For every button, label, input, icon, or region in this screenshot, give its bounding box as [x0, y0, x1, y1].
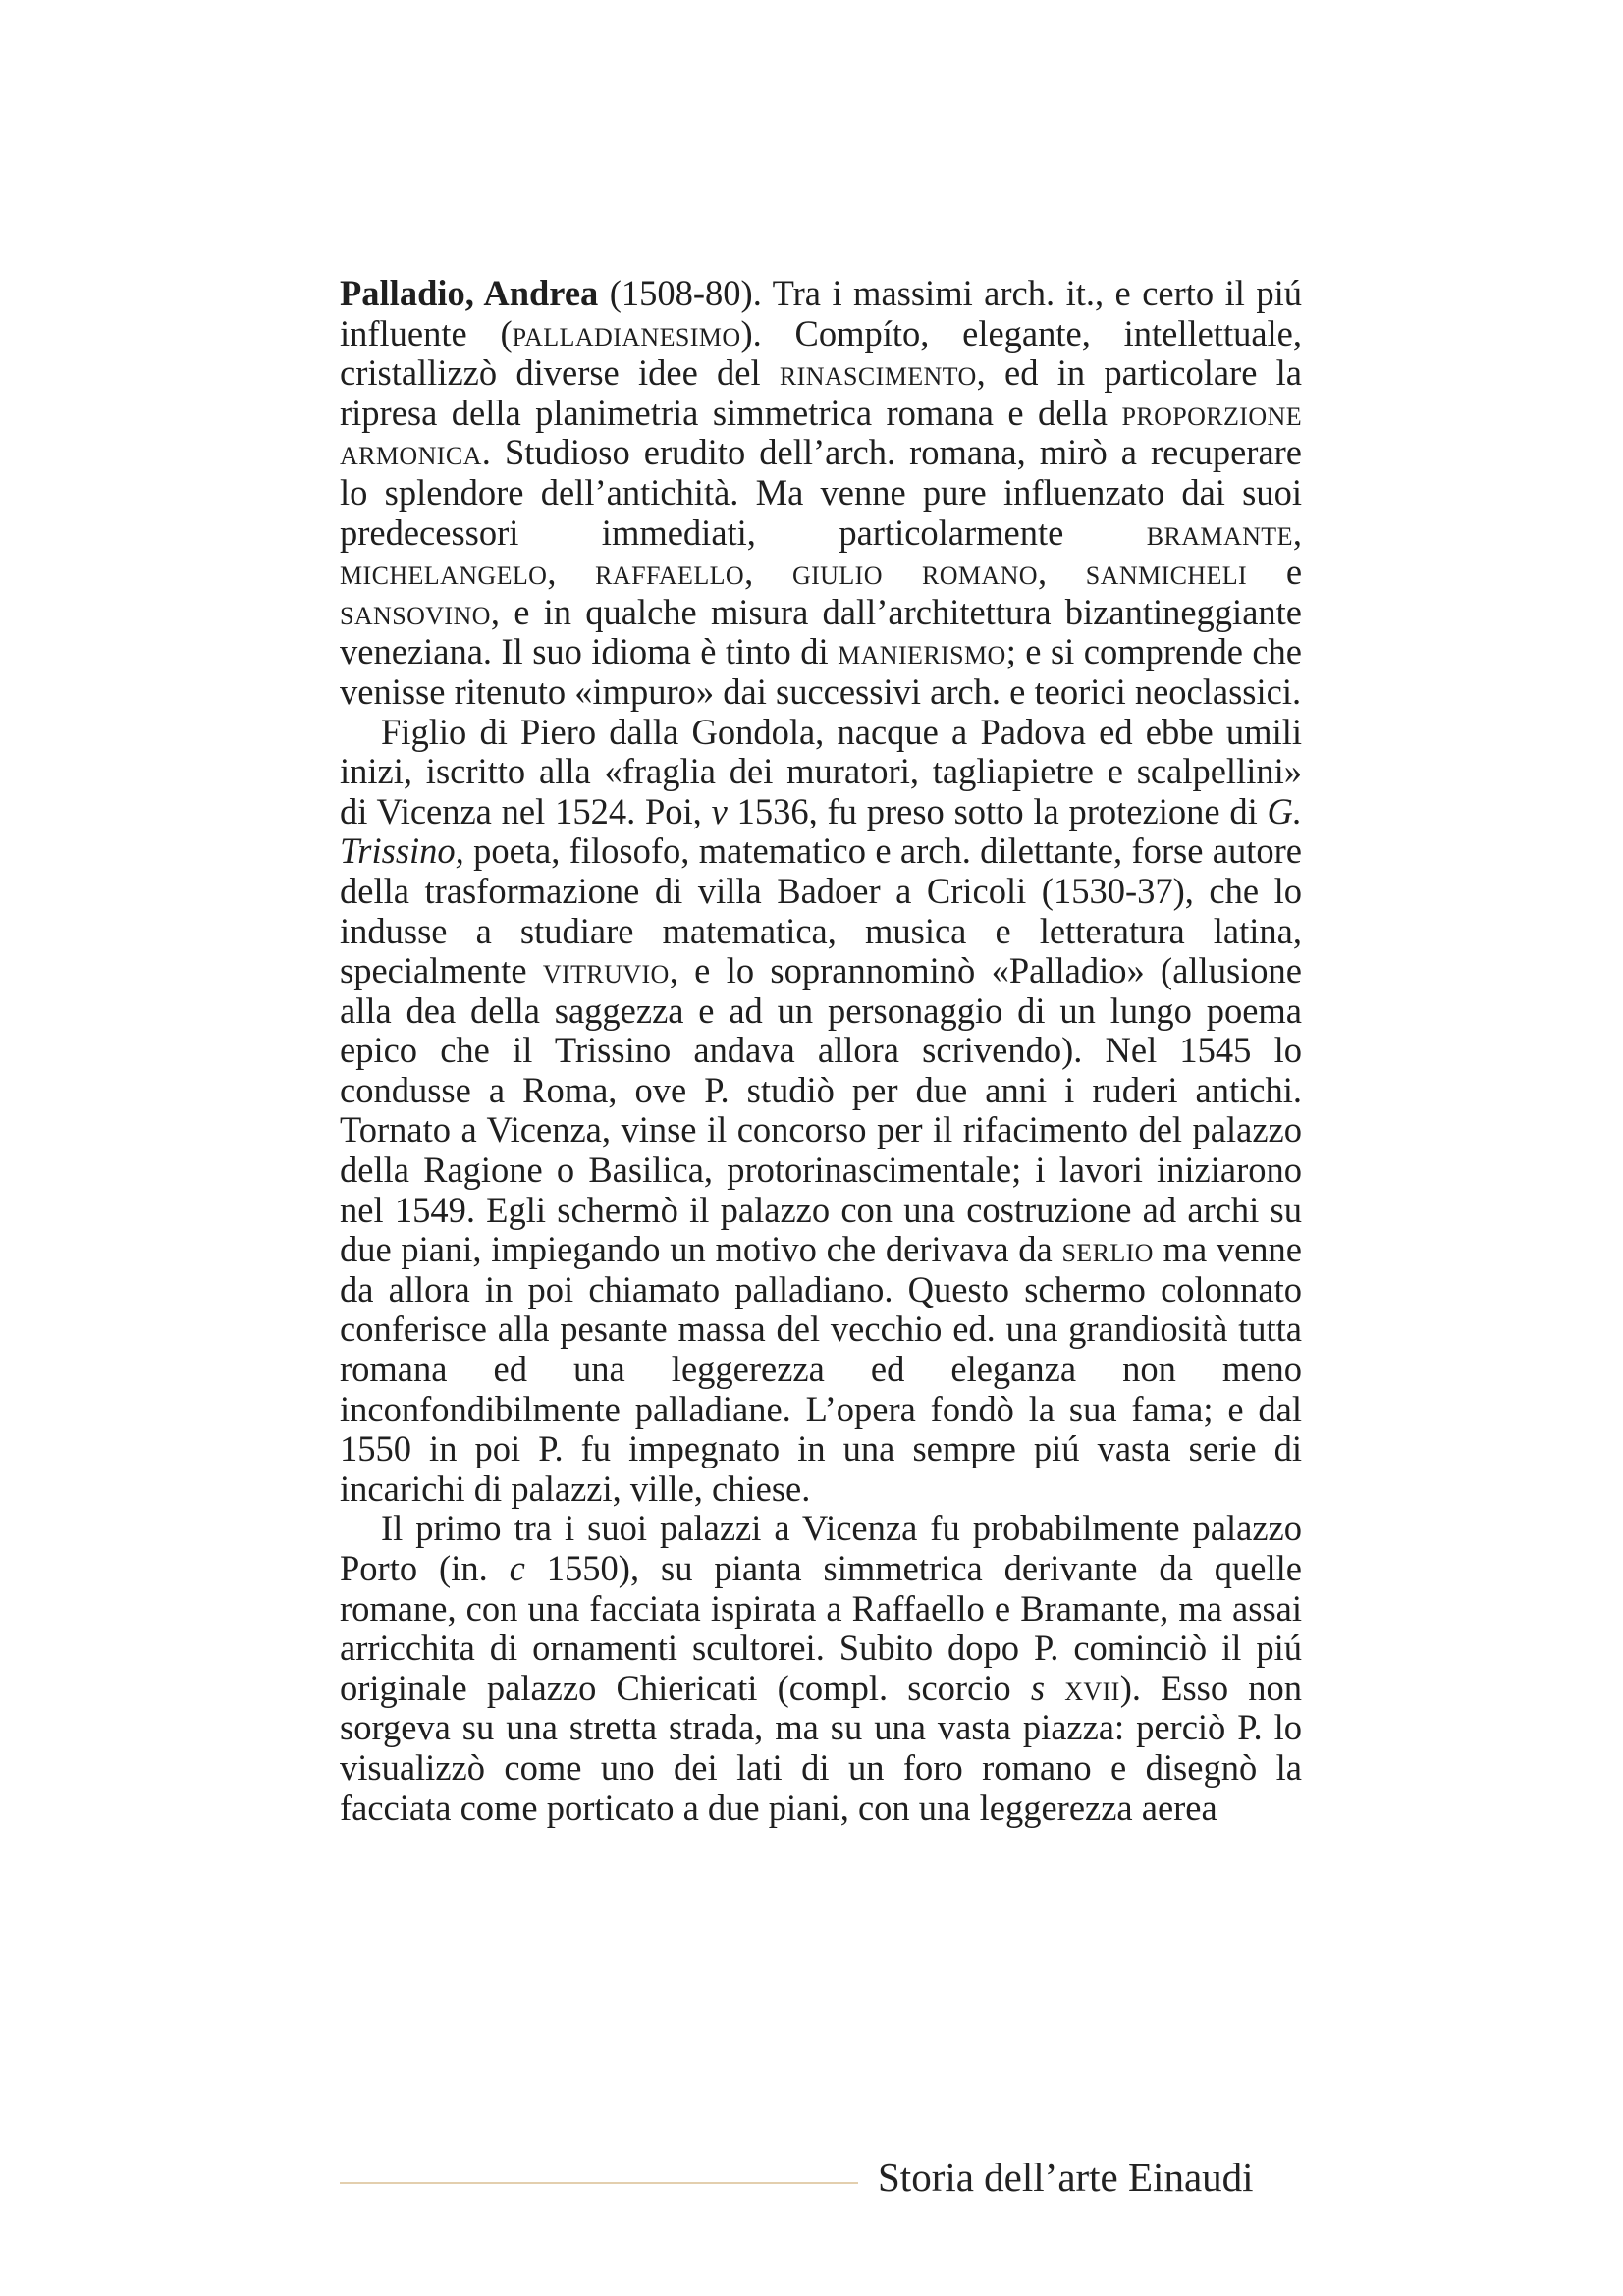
- text-run: ,: [744, 552, 792, 593]
- cross-reference: serlio: [1061, 1229, 1154, 1270]
- cross-reference: rinascimento: [779, 352, 977, 394]
- text-run: ma venne da allora in poi chiamato palladiano. Questo schermo colonnato conferisce alla pesante massa del vecchio ed. una grandiosità tutta romana ed una leggerezza ed eleganza non meno inconfondibilmente palladiane. L’opera fondò la sua fama; e dal 1550 in poi P. fu impegnato in una sempre piú vasta serie di incarichi di palazzi, ville, chiese.: [340, 1229, 1302, 1509]
- cross-reference: sanmicheli: [1085, 552, 1248, 593]
- cross-reference: giulio romano: [791, 552, 1038, 593]
- cross-reference: manierismo: [838, 631, 1006, 672]
- italic-text: v: [711, 790, 728, 831]
- text-run: [1045, 1668, 1064, 1708]
- text-run: , e in qualche misura dall’architettura bizantineggiante veneziana. Il suo idioma è tinto di: [340, 591, 1302, 672]
- cross-reference: proporzione armonica: [340, 392, 1302, 473]
- cross-reference: raffaello: [595, 552, 745, 593]
- text-run: ). Esso non sorgeva su una stretta strada, ma su una vasta piazza: perciò P. lo visualizzò come uno dei lati di un foro romano e disegnò la facciata come porticato a due piani, con una leggerezza aerea: [340, 1667, 1303, 1828]
- entry-title: Palladio, Andrea: [340, 273, 599, 313]
- italic-text: c: [509, 1548, 525, 1588]
- text-run: Figlio di Piero dalla Gondola, nacque a Padova ed ebbe umili inizi, iscritto alla «fraglia dei muratori, tagliapietre e scalpellini» di Vicenza nel 1524. Poi,: [340, 711, 1302, 831]
- cross-reference: vitruvio: [542, 950, 670, 991]
- text-run: e: [1247, 552, 1303, 593]
- text-run: poeta, filosofo, matematico e arch. dilettante, forse autore della trasformazione di villa Badoer a Cricoli (1530-37), che lo indusse a studiare matematica, musica e letteratura latina, specialmente: [340, 830, 1302, 991]
- italic-text: G. Trissino,: [340, 790, 1302, 872]
- paragraph: [340, 274, 1302, 713]
- text-run: ; e si comprende che venisse ritenuto «impuro» dai successivi arch. e teorici neoclassici.: [340, 631, 1303, 712]
- italic-text: s: [1030, 1667, 1046, 1708]
- cross-reference: palladianesimo: [512, 312, 741, 353]
- text-run: 1550), su pianta simmetrica derivante da quelle romane, con una facciata ispirata a Raffaello e Bramante, ma assai arricchita di ornamenti scultorei. Subito dopo P. cominciò il piú originale palazzo Chiericati (compl. scorcio: [340, 1548, 1302, 1708]
- text-run: ,: [547, 552, 596, 593]
- text-run: ,: [1292, 511, 1302, 553]
- footer-publication-title: Storia dell’arte Einaudi: [878, 2155, 1254, 2200]
- footer-rule: [340, 2182, 858, 2184]
- cross-reference: xvii: [1064, 1667, 1120, 1708]
- entry-body: [340, 274, 1302, 1828]
- paragraph: [340, 713, 1302, 1510]
- text-run: 1536, fu preso sotto la protezione di: [727, 790, 1268, 831]
- text-run: , e lo soprannominò «Palladio» (allusione alla dea della saggezza e ad un personaggio di un lungo poema epico che il Trissino andava allora scrivendo). Nel 1545 lo condusse a Roma, ove P. studiò per due anni i ruderi antichi. Tornato a Vicenza, vinse il concorso per il rifacimento del palazzo della Ragione o Basilica, protorinascimentale; i lavori iniziarono nel 1549. Egli schermò il palazzo con una costruzione ad archi su due piani, impiegando un motivo che derivava da: [340, 950, 1302, 1270]
- text-run: , ed in particolare la ripresa della planimetria simmetrica romana e della: [340, 352, 1302, 433]
- text-run: ). Compíto, elegante, intellettuale, cristallizzò diverse idee del: [340, 312, 1302, 394]
- text-run: . Studioso erudito dell’arch. romana, mirò a recuperare lo splendore dell’antichità. Ma venne pure influenzato dai suoi predecessori immediati, particolarmente: [340, 432, 1302, 553]
- paragraph: [340, 1509, 1302, 1828]
- text-run: ,: [1037, 552, 1086, 593]
- cross-reference: sansovino: [340, 591, 491, 632]
- cross-reference: bramante: [1146, 511, 1293, 553]
- text-run: (1508-80). Tra i massimi arch. it., e certo il piú influente (: [340, 273, 1302, 353]
- text-run: Il primo tra i suoi palazzi a Vicenza fu probabilmente palazzo Porto (in.: [340, 1508, 1302, 1588]
- cross-reference: michelangelo: [340, 552, 548, 593]
